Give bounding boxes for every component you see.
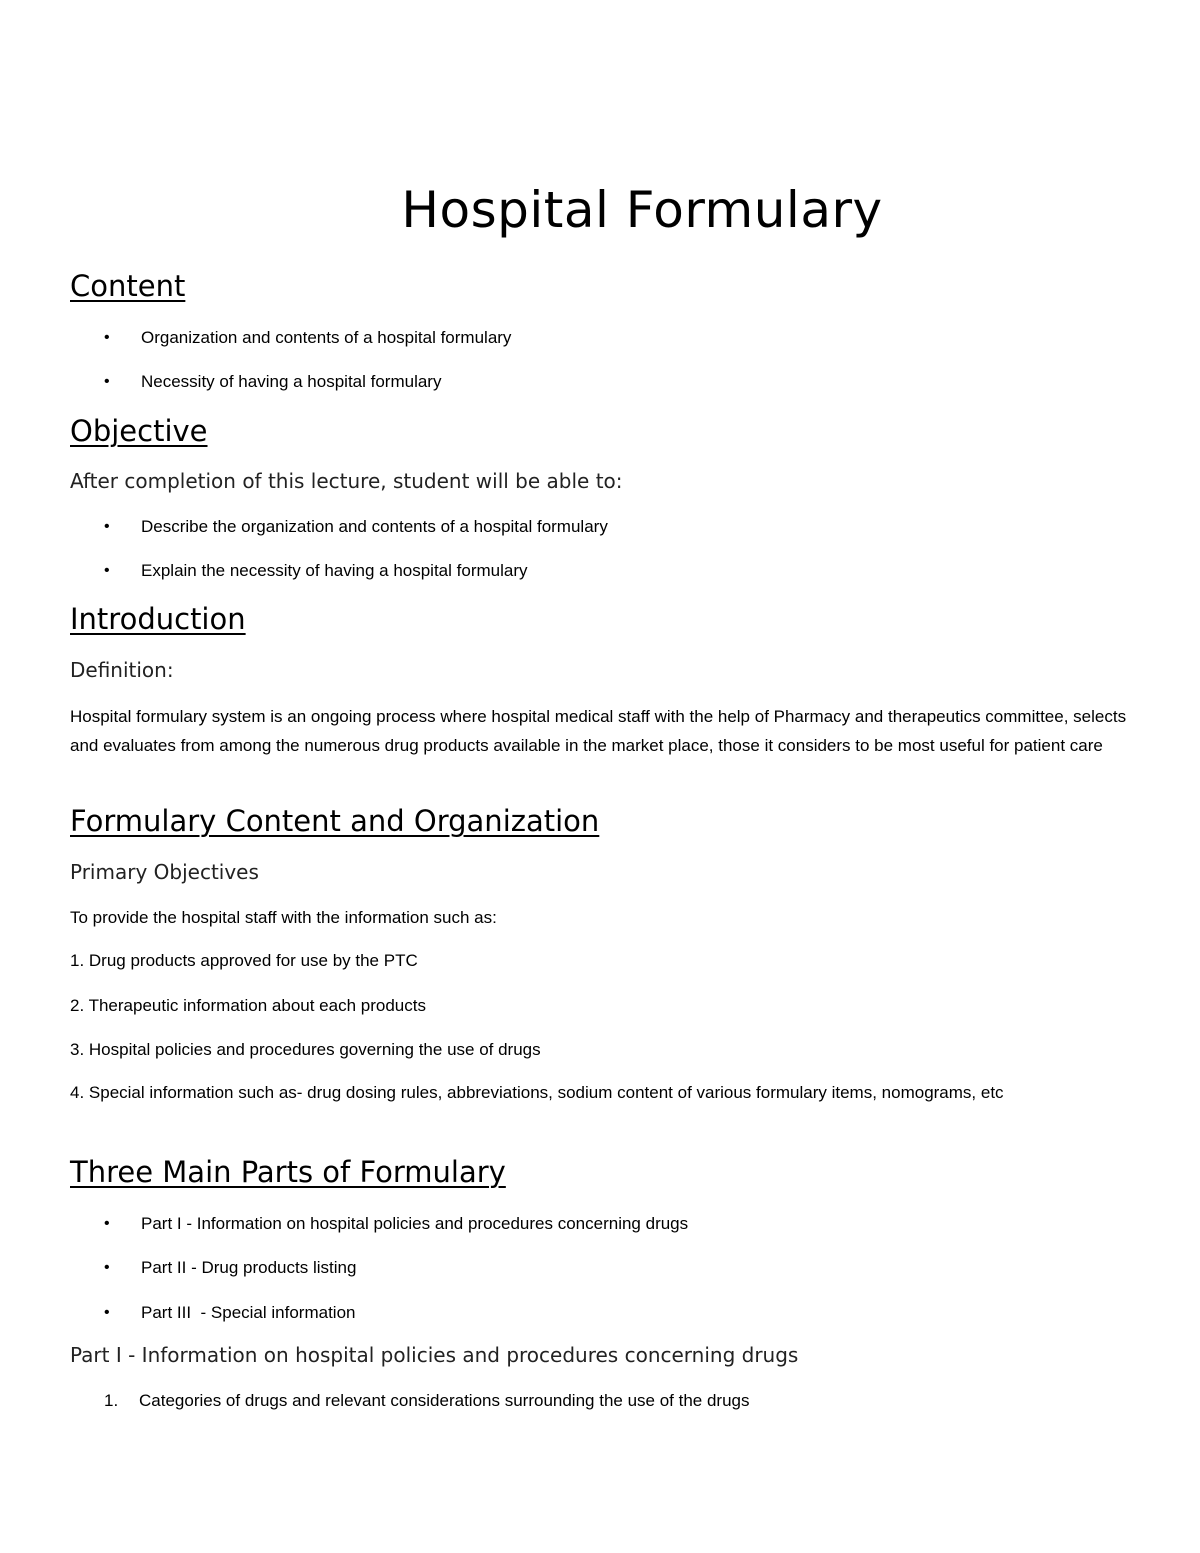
- definition-label: Definition:: [70, 658, 174, 682]
- objective-intro: After completion of this lecture, student will be able to:: [70, 469, 623, 493]
- parts-item: Part I - Information on hospital policies and procedures concerning drugs: [141, 1214, 689, 1233]
- objective-heading: Objective: [70, 414, 208, 448]
- three-parts-heading: Three Main Parts of Formulary: [70, 1155, 506, 1189]
- content-item: Necessity of having a hospital formulary: [141, 372, 442, 391]
- bullet-dot-icon: •: [104, 1215, 110, 1232]
- formulary-numbered-item: 3. Hospital policies and procedures governing the use of drugs: [70, 1040, 541, 1059]
- objective-item: Describe the organization and contents of a hospital formulary: [141, 517, 608, 536]
- part1-item-number: 1.: [104, 1391, 119, 1410]
- content-item: Organization and contents of a hospital formulary: [141, 328, 512, 347]
- bullet-dot-icon: •: [104, 518, 110, 535]
- objective-item: Explain the necessity of having a hospital formulary: [141, 561, 528, 580]
- parts-item: Part III - Special information: [141, 1303, 356, 1322]
- formulary-lead-text: To provide the hospital staff with the information such as:: [70, 908, 497, 927]
- part1-subheading: Part I - Information on hospital policies and procedures concerning drugs: [70, 1343, 799, 1367]
- bullet-dot-icon: •: [104, 329, 110, 346]
- formulary-numbered-item: 2. Therapeutic information about each products: [70, 996, 426, 1015]
- bullet-dot-icon: •: [104, 1259, 110, 1276]
- document-title: Hospital Formulary: [401, 181, 883, 239]
- definition-paragraph: Hospital formulary system is an ongoing process where hospital medical staff with the help of Pharmacy and therapeutics committee, selects and evaluates from among the numerous drug products available in the market place, those it considers to be most useful for patient care: [70, 707, 1127, 755]
- content-heading: Content: [70, 269, 186, 303]
- bullet-dot-icon: •: [104, 1304, 110, 1321]
- formulary-numbered-item: 1. Drug products approved for use by the PTC: [70, 951, 418, 970]
- bullet-dot-icon: •: [104, 562, 110, 579]
- formulary-content-heading: Formulary Content and Organization: [70, 804, 600, 838]
- introduction-heading: Introduction: [70, 602, 246, 636]
- formulary-numbered-item: 4. Special information such as- drug dosing rules, abbreviations, sodium content of various formulary items, nomograms, etc: [70, 1083, 1004, 1102]
- part1-item-text: Categories of drugs and relevant considerations surrounding the use of the drugs: [139, 1391, 750, 1410]
- bullet-dot-icon: •: [104, 373, 110, 390]
- primary-objectives-subheading: Primary Objectives: [70, 860, 259, 884]
- parts-item: Part II - Drug products listing: [141, 1258, 357, 1277]
